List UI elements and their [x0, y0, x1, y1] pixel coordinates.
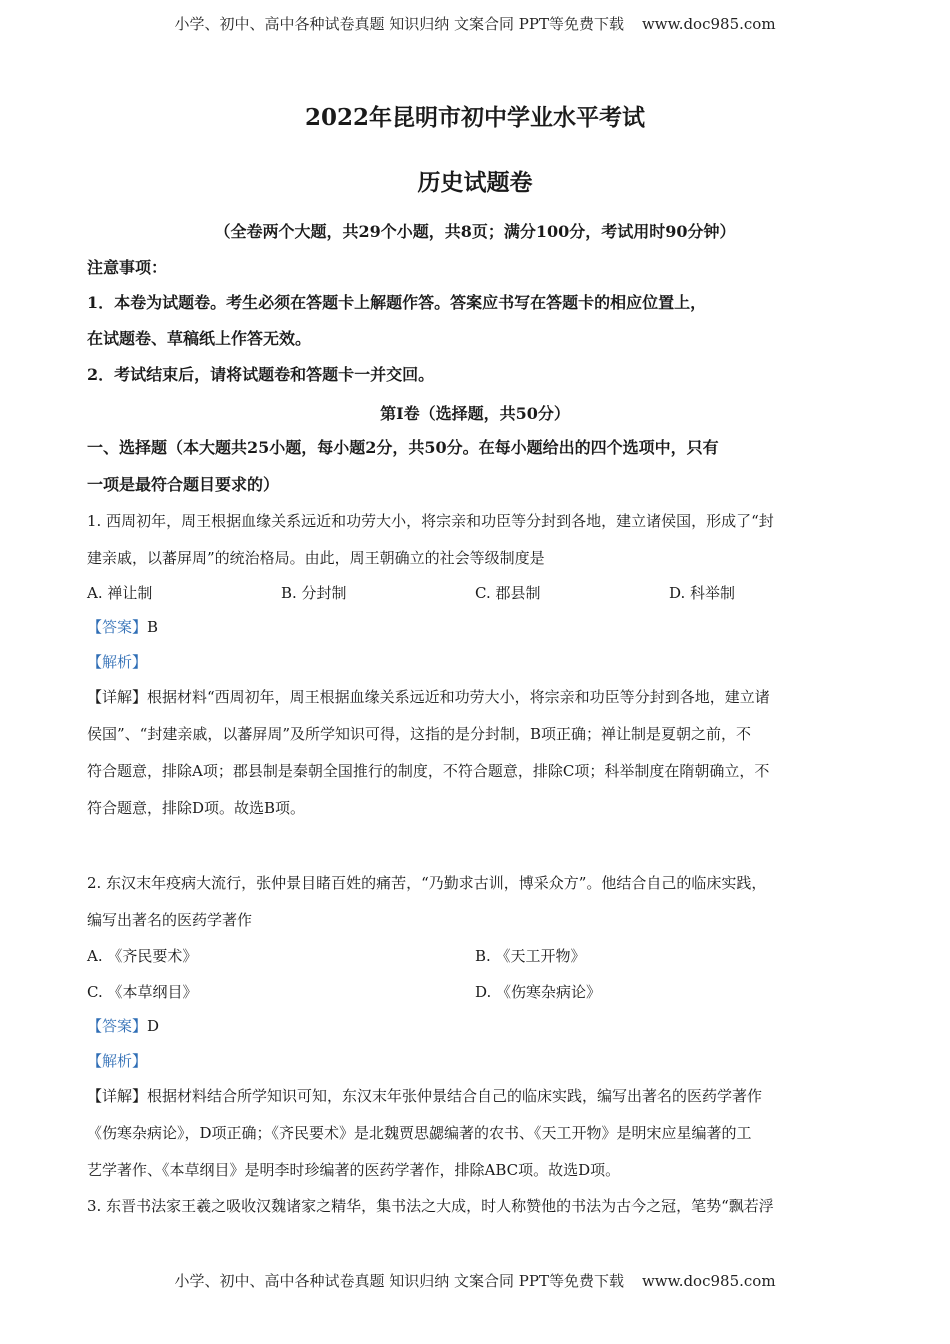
q1-detail-3: 符合题意，排除A项；郡县制是秦朝全国推行的制度，不符合题意，排除C项；科举制度在隋朝确立，不: [87, 762, 770, 780]
exam-subtitle: 历史试题卷: [417, 169, 533, 196]
q2-option-c: C. 《本草纲目》: [87, 983, 198, 1001]
q2-answer: [87, 1016, 877, 1036]
exam-title: 2022年昆明市初中学业水平考试: [304, 104, 645, 131]
header-site: www.doc985.com: [641, 15, 776, 33]
q1-stem-a: 1. 西周初年，周王根据血缘关系远近和功劳大小，将宗亲和功臣等分封到各地，建立诸侯国，形成了“封: [87, 512, 774, 530]
page-header: [0, 13, 950, 34]
q1-detail-1-text: 根据材料“西周初年，周王根据血缘关系远近和功劳大小，将宗亲和功臣等分封到各地，建立诸: [147, 688, 770, 706]
q2-detail-1: [87, 1086, 877, 1106]
q1-detail-2: 侯国”、“封建亲戚，以蕃屏周”及所学知识可得，这指的是分封制，B项正确；禅让制是夏朝之前，不: [87, 725, 752, 743]
q1-analysis-label: 【解析】: [87, 653, 148, 671]
q1-detail-4: 符合题意，排除D项。故选B项。: [87, 799, 306, 817]
exam-info: （全卷两个大题，共29个小题，共8页；满分100分，考试用时90分钟）: [214, 222, 736, 241]
detail-label: 【详解】: [87, 688, 148, 706]
q2-option-d: D. 《伤寒杂病论》: [475, 983, 602, 1001]
footer-site: www.doc985.com: [641, 1272, 776, 1290]
q1-answer: [87, 617, 877, 637]
footer-text: 小学、初中、高中各种试卷真题 知识归纳 文案合同 PPT等免费下载: [174, 1272, 624, 1290]
answer-label: 【答案】: [87, 1017, 148, 1035]
q1-option-d: D. 科举制: [669, 584, 736, 602]
notice-2: 2．考试结束后，请将试题卷和答题卡一并交回。: [87, 365, 435, 384]
part-title: 第Ⅰ卷（选择题，共50分）: [380, 404, 570, 423]
section-heading-b: 一项是最符合题目要求的）: [87, 475, 280, 494]
q3-stem-a: 3. 东晋书法家王羲之吸收汉魏诸家之精华，集书法之大成，时人称赞他的书法为古今之冠，笔势“飘若浮: [87, 1197, 774, 1215]
q2-stem-a: 2. 东汉末年疫病大流行，张仲景目睹百姓的痛苦，“乃勤求古训，博采众方”。他结合自己的临床实践，: [87, 874, 767, 892]
page-footer: [0, 1270, 950, 1291]
detail-label: 【详解】: [87, 1087, 148, 1105]
header-text: 小学、初中、高中各种试卷真题 知识归纳 文案合同 PPT等免费下载: [174, 15, 624, 33]
q2-answer-value: D: [147, 1017, 160, 1035]
q1-option-c: C. 郡县制: [475, 584, 541, 602]
q2-detail-2: 《伤寒杂病论》，D项正确；《齐民要术》是北魏贾思勰编著的农书、《天工开物》是明宋应星编著的工: [87, 1124, 752, 1142]
q2-analysis-label: 【解析】: [87, 1052, 148, 1070]
q2-stem-b: 编写出著名的医药学著作: [87, 911, 253, 929]
section-heading-a: 一、选择题（本大题共25小题，每小题2分，共50分。在每小题给出的四个选项中，只有: [87, 438, 719, 457]
notice-1a: 1．本卷为试题卷。考生必须在答题卡上解题作答。答案应书写在答题卡的相应位置上，: [87, 293, 707, 312]
q2-option-a: A. 《齐民要术》: [87, 947, 198, 965]
q1-stem-b: 建亲戚，以蕃屏周”的统治格局。由此，周王朝确立的社会等级制度是: [87, 549, 545, 567]
q2-detail-1-text: 根据材料结合所学知识可知，东汉末年张仲景结合自己的临床实践，编写出著名的医药学著作: [147, 1087, 763, 1105]
q2-option-b: B. 《天工开物》: [475, 947, 586, 965]
notice-heading: 注意事项：: [87, 258, 168, 277]
q1-detail-1: [87, 687, 877, 707]
q1-answer-value: B: [147, 618, 159, 636]
q1-option-a: A. 禅让制: [87, 584, 153, 602]
notice-1b: 在试题卷、草稿纸上作答无效。: [87, 329, 312, 348]
answer-label: 【答案】: [87, 618, 148, 636]
q1-option-b: B. 分封制: [281, 584, 347, 602]
q2-detail-3: 艺学著作、《本草纲目》是明李时珍编著的医药学著作，排除ABC项。故选D项。: [87, 1161, 621, 1179]
